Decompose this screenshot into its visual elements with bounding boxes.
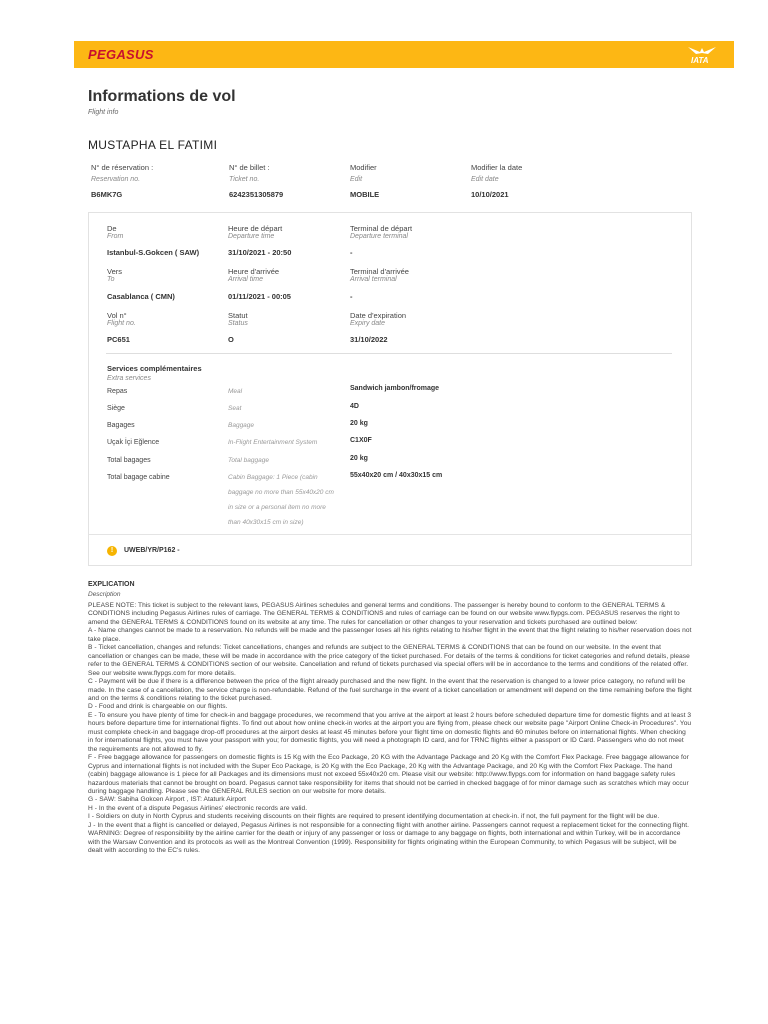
meal-sublabel: Meal bbox=[228, 388, 243, 395]
flight-no-label: Vol n° bbox=[107, 311, 127, 320]
cabin-baggage-sublabel: Cabin Baggage: 1 Piece (cabin baggage no more than 55x40x20 cm in size or a personal item no more than 40x30x15 cm in size) bbox=[228, 474, 334, 526]
page-subtitle: Flight info bbox=[88, 109, 119, 116]
arrival-terminal-label: Terminal d'arrivée bbox=[350, 267, 409, 276]
from-label: De bbox=[107, 224, 117, 233]
baggage-value: 20 kg bbox=[350, 420, 368, 427]
status-sublabel: Status bbox=[228, 320, 248, 327]
edit-sublabel: Edit bbox=[350, 176, 363, 183]
arrival-time-sublabel: Arrival time bbox=[228, 276, 264, 283]
from-value: Istanbul-S.Gokcen ( SAW) bbox=[107, 248, 200, 257]
explication-subtitle: Description bbox=[88, 591, 121, 598]
iata-logo bbox=[686, 44, 718, 66]
flight-card bbox=[88, 212, 692, 566]
to-value: Casablanca ( CMN) bbox=[107, 292, 175, 301]
arrival-time-value: 01/11/2021 - 00:05 bbox=[228, 292, 291, 301]
ticket-value: 6242351305879 bbox=[229, 190, 284, 199]
explication-body bbox=[88, 602, 692, 856]
explication-paragraph: G - SAW: Sabiha Gokcen Airport , IST: Ataturk Airport bbox=[88, 796, 247, 804]
flight-no-sublabel: Flight no. bbox=[107, 320, 136, 327]
cabin-baggage-value: 55x40x20 cm / 40x30x15 cm bbox=[350, 472, 443, 479]
entertainment-value: C1X0F bbox=[350, 437, 372, 444]
explication-title: EXPLICATION bbox=[88, 581, 135, 588]
baggage-sublabel: Baggage bbox=[228, 422, 255, 429]
departure-terminal-label: Terminal de départ bbox=[350, 224, 413, 233]
explication-paragraph: H - In the event of a dispute Pegasus Airlines' electronic records are valid. bbox=[88, 804, 308, 812]
explication-paragraph: A - Name changes cannot be made to a reservation. No refunds will be made and the passenger loses all his rights relating to his/her flight in the event that the flight relating to his/her reservation does not take place. bbox=[88, 627, 692, 643]
entertainment-sublabel: In-Flight Entertainment System bbox=[228, 439, 318, 446]
total-baggage-sublabel: Total baggage bbox=[228, 457, 269, 464]
meal-value: Sandwich jambon/fromage bbox=[350, 385, 440, 392]
meal-label: Repas bbox=[107, 388, 128, 395]
edit-date-label: Modifier la date bbox=[471, 163, 523, 172]
total-baggage-label: Total bagages bbox=[107, 457, 151, 464]
iata-text: IATA bbox=[691, 56, 709, 65]
reservation-value: B6MK7G bbox=[91, 190, 123, 199]
arrival-time-label: Heure d'arrivée bbox=[228, 267, 280, 276]
ticket-sublabel: Ticket no. bbox=[229, 176, 260, 183]
explication-paragraph: D - Food and drink is chargeable on our flights. bbox=[88, 703, 228, 711]
status-value: O bbox=[228, 335, 234, 344]
arrival-terminal-value: - bbox=[350, 292, 353, 301]
expiry-value: 31/10/2022 bbox=[350, 335, 388, 344]
reservation-label: N° de réservation : bbox=[91, 163, 154, 172]
divider bbox=[106, 353, 672, 354]
explication-paragraph: C - Payment will be due if there is a difference between the price of the flight already purchased and the new flight. In the event that the reservation is changed to a lower price category, no refund will be made. In the case of a cancellation, the service charge is non-refundable. Refund of the fuel surcharge in the event of a ticket cancellation or amendment will depend on the time remaining before the flight and on the terms & conditions relating to the ticket purchased. bbox=[88, 678, 692, 702]
departure-terminal-sublabel: Departure terminal bbox=[350, 233, 408, 240]
departure-terminal-value: - bbox=[350, 248, 353, 257]
pegasus-logo: PEGASUS bbox=[88, 47, 154, 62]
edit-date-sublabel: Edit date bbox=[471, 176, 499, 183]
ticket-label: N° de billet : bbox=[229, 163, 270, 172]
divider bbox=[89, 534, 691, 535]
seat-label: Siège bbox=[107, 405, 125, 412]
extras-title: Services complémentaires bbox=[107, 364, 202, 373]
extras-subtitle: Extra services bbox=[107, 375, 151, 382]
reservation-sublabel: Reservation no. bbox=[91, 176, 141, 183]
edit-label: Modifier bbox=[350, 163, 377, 172]
seat-value: 4D bbox=[350, 403, 359, 410]
explication-paragraph: E - To ensure you have plenty of time for check-in and baggage procedures, we recommend that you arrive at the airport at least 2 hours before scheduled departure time for domestic flights and at least 3 hours before departure time for international flights. To find out about how online check-in works at the airport you are flying from, please check our website page "Airport Online Check-in Procedures". You must complete check-in and baggage drop-off procedures at the airport desks at least 45 minutes before your flight time on domestic flights and 60 minutes before on international flights. When checking in for international flights, you must have your passport with you; for domestic flights, you will need a photograph ID card, and for TRNC flights either a passport or ID Card. Passengers who do not meet the requirements are not allowed to fly. bbox=[88, 711, 692, 753]
seat-sublabel: Seat bbox=[228, 405, 242, 412]
baggage-label: Bagages bbox=[107, 422, 135, 429]
expiry-sublabel: Expiry date bbox=[350, 320, 386, 327]
from-sublabel: From bbox=[107, 233, 124, 240]
status-label: Statut bbox=[228, 311, 248, 320]
edit-value: MOBILE bbox=[350, 190, 380, 199]
edit-date-value: 10/10/2021 bbox=[471, 190, 509, 199]
header-bar bbox=[74, 41, 734, 68]
entertainment-label: Uçak İçi Eğlence bbox=[107, 439, 160, 446]
flight-no-value: PC651 bbox=[107, 335, 130, 344]
expiry-label: Date d'expiration bbox=[350, 311, 407, 320]
to-sublabel: To bbox=[107, 276, 115, 283]
explication-paragraph: J - In the event that a flight is cancelled or delayed, Pegasus Airlines is not responsible for a connecting flight with another airline. Passengers cannot request a replacement ticket for the connecting flight. WARNING: Degree of responsibility by the airline carrier for the death or injury of any passenger or loss or damage to any baggage on flights, both international and within Turkey, will be in accordance with the Warsaw Convention and its protocols as well as the Montreal Convention (1999). Responsibility for flights originating within the European Community, to which Pegasus will be subject, will be dealt with according to the EC's rules. bbox=[88, 821, 690, 855]
explication-paragraph: F - Free baggage allowance for passengers on domestic flights is 15 Kg with the Eco Package, 20 KG with the Advantage Package and 20 Kg with the Comfort Flex Package. Free baggage allowance for Cyprus and international flights is not included with the Super Eco Package, is 20 Kg with the Eco Package, 20 Kg with the Advantage Package, and 20 Kg with the Comfort Flex Package. The hand (cabin) baggage allowance is 1 piece for all Packages and its dimensions must not exceed 55x40x20 cm. Please visit our website: http://www.flypgs.com for information on hand baggage safety rules hazardous materials that cannot be brought on board. Pegasus cannot take responsibility for items that should not be carried in checked baggage of for minor damage such as scratches which may occur during baggage handling. Please see the GENERAL RULES section on our website for more details. bbox=[88, 754, 689, 795]
warning-icon: ! bbox=[107, 546, 117, 556]
cabin-baggage-label: Total bagage cabine bbox=[107, 474, 170, 481]
notice-text: UWEB/YR/P162 - bbox=[124, 547, 180, 554]
departure-time-value: 31/10/2021 - 20:50 bbox=[228, 248, 292, 257]
explication-paragraph: B - Ticket cancellation, changes and refunds: Ticket cancellations, changes and refunds are subject to the GENERAL TERMS & CONDITIONS that can be found on our website. In the event that cancellation or changes can be made, these will be made in accordance with the price category of the ticket purchased. For details of the terms & conditions for ticket categories and refund details, please refer to the GENERAL TERMS & CONDITIONS section of our website. Cancellation and refund of tickets purchased via special offers will be in accordance to the terms and conditions of the related offer. See our website www.flypgs.com for more details. bbox=[88, 644, 690, 677]
to-label: Vers bbox=[107, 267, 123, 276]
explication-paragraph: PLEASE NOTE: This ticket is subject to the relevant laws, PEGASUS Airlines schedules and general terms and conditions. The passenger is hereby bound to conform to the GENERAL TERMS & CONDITIONS including Pegasus Airlines rules of carriage. The GENERAL TERMS & CONDITIONS and rules of carriage can be found on our website www.flypgs.com. PEGASUS reserves the right to amend the GENERAL TERMS & CONDITIONS found on its website at any time. The rules for cancellation or other changes to your reservation and tickets purchased are outlined below: bbox=[88, 602, 680, 626]
passenger-name: MUSTAPHA EL FATIMI bbox=[88, 138, 218, 152]
departure-time-label: Heure de départ bbox=[228, 224, 283, 233]
departure-time-sublabel: Departure time bbox=[228, 233, 275, 240]
total-baggage-value: 20 kg bbox=[350, 455, 368, 462]
page-title: Informations de vol bbox=[88, 88, 236, 105]
explication-paragraph: I - Soldiers on duty in North Cyprus and students receiving discounts on their flights are required to present identifying documentation at check-in. if not, the full payment for the flight will be due. bbox=[88, 813, 660, 821]
arrival-terminal-sublabel: Arrival terminal bbox=[350, 276, 397, 283]
